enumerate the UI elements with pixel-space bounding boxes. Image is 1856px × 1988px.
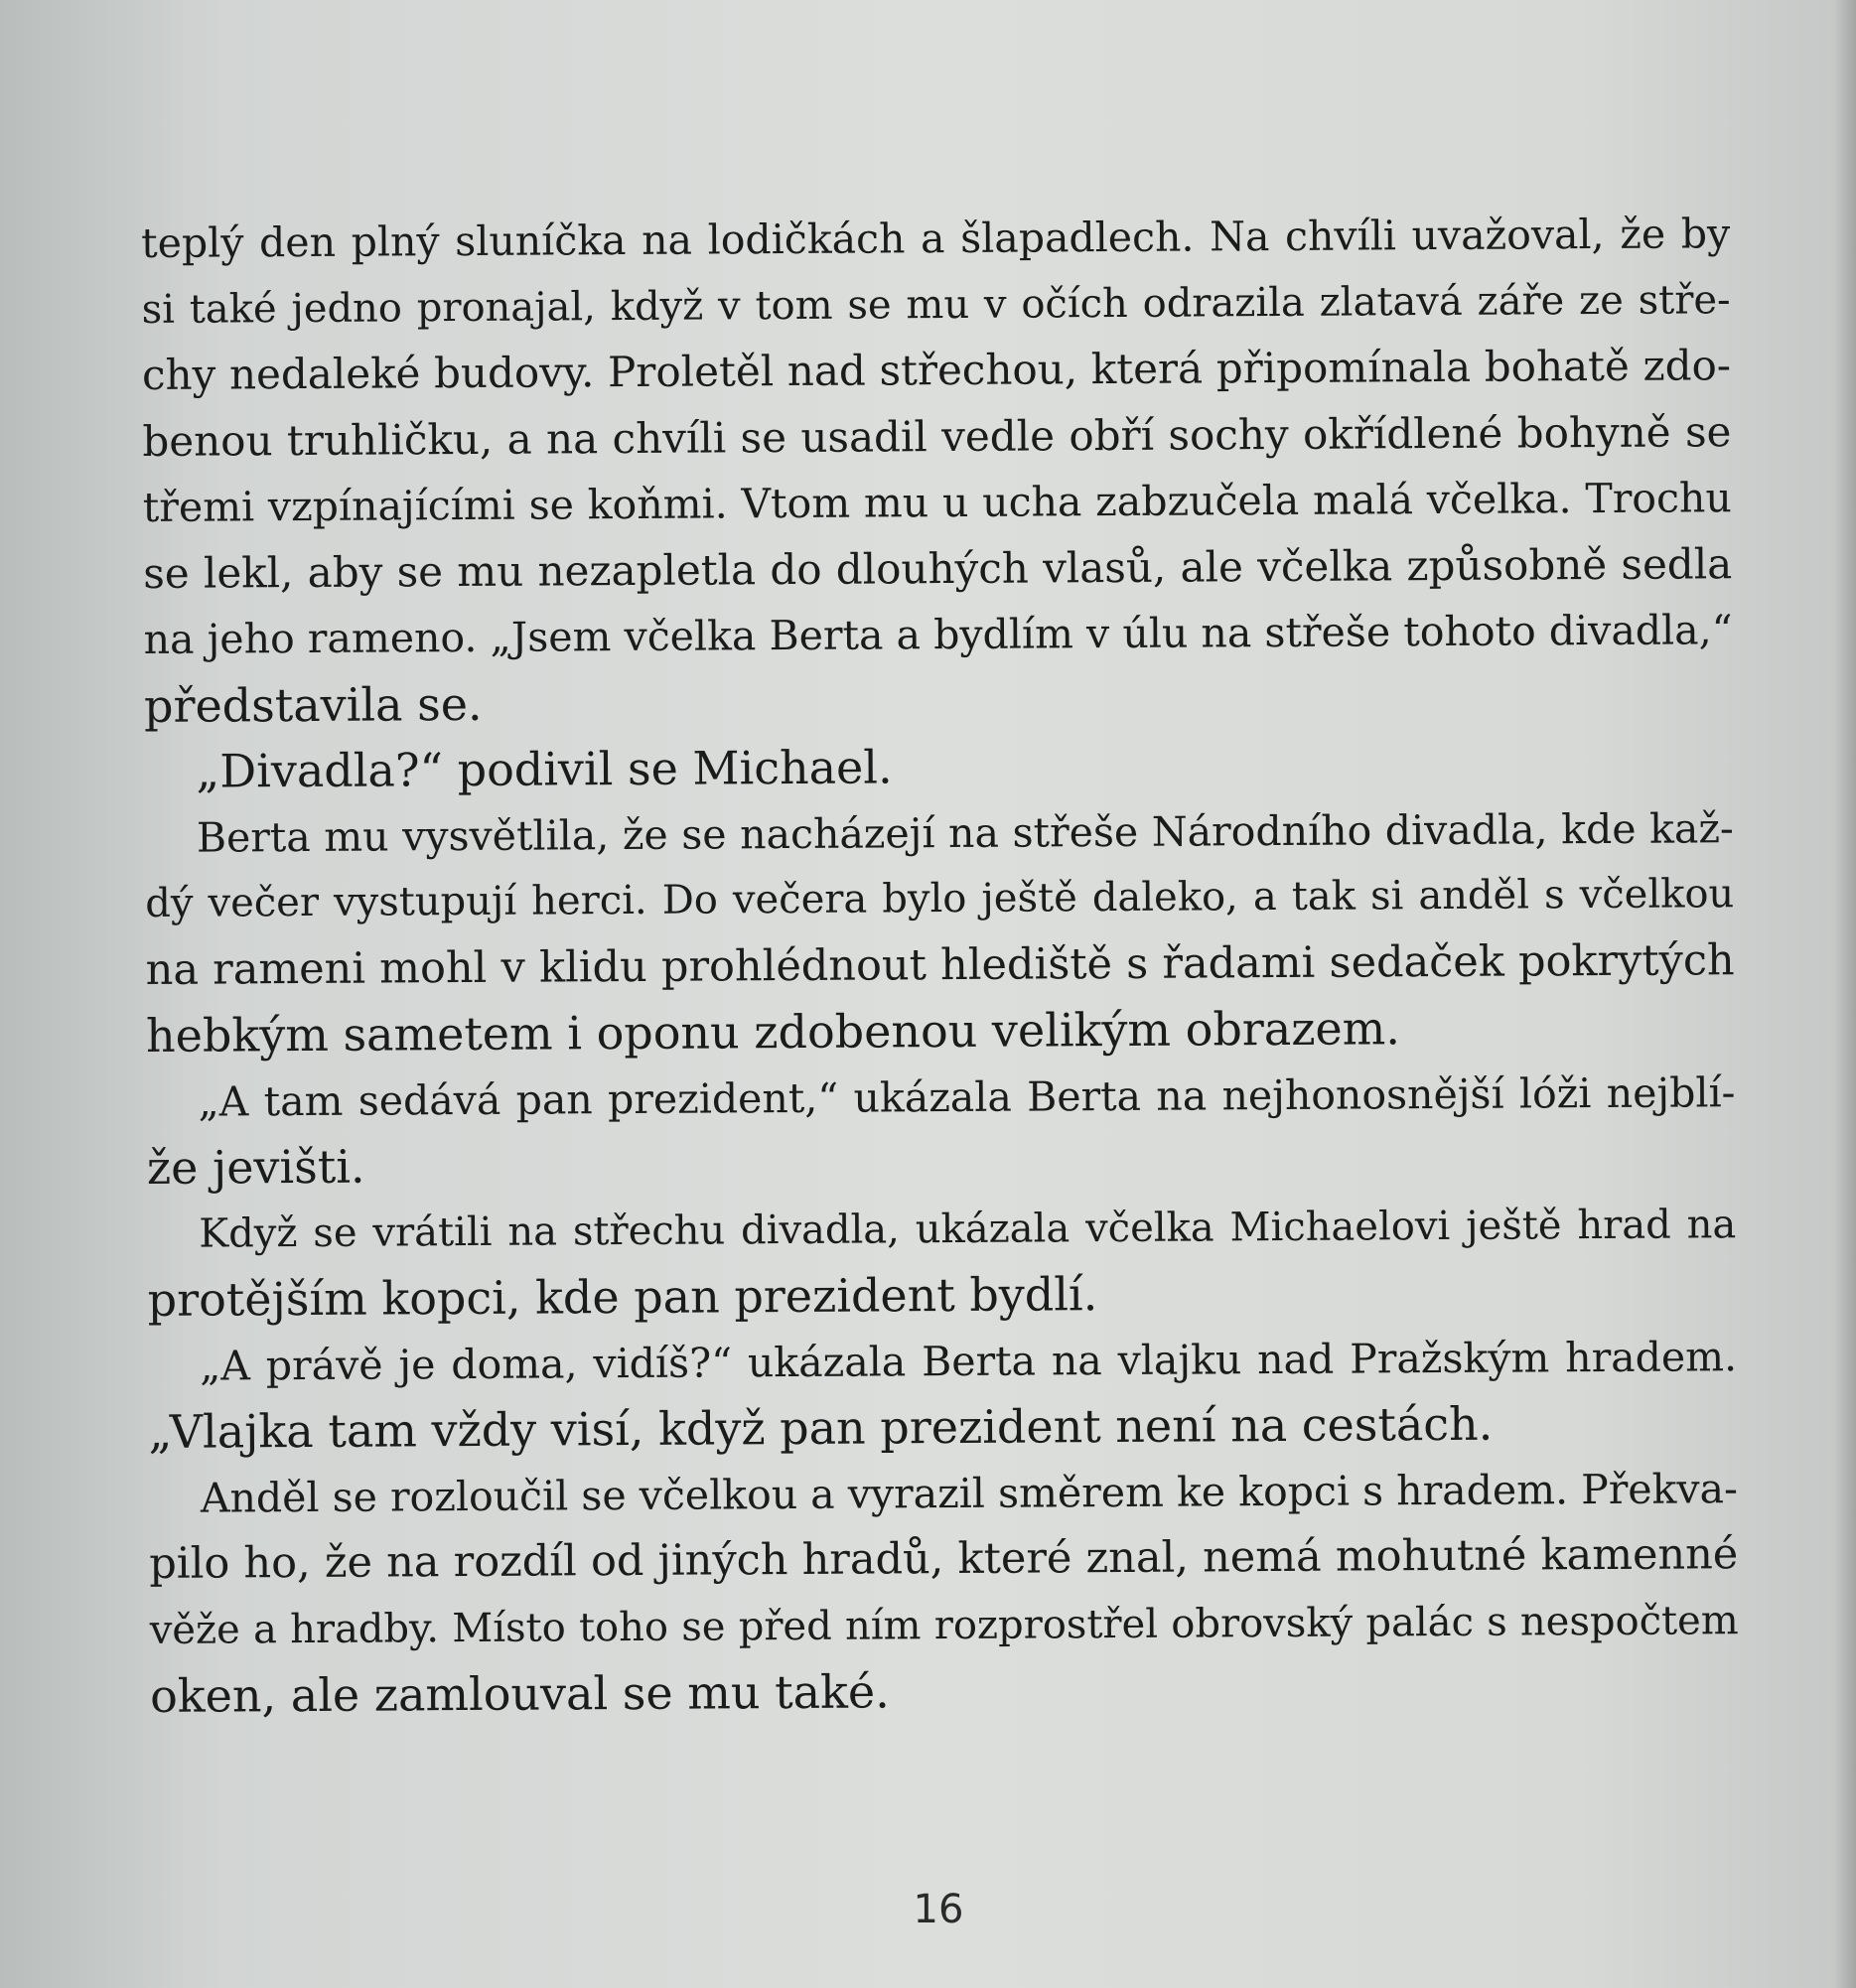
text-line: Když se vrátili na střechu divadla, ukázala včelka Michaelovi ještě hrad na xyxy=(199,1201,1737,1257)
text-line: „Vlajka tam vždy visí, když pan prezident není na cestách. xyxy=(148,1396,1494,1459)
text-line: představila se. xyxy=(143,676,483,733)
page-edge-shadow xyxy=(1834,0,1856,1988)
text-line: se lekl, aby se mu nezapletla do dlouhých vlasů, ale včelka způsobně sedla xyxy=(143,538,1733,598)
text-line: „Divadla?“ podivil se Michael. xyxy=(196,740,893,798)
text-line: „A tam sedává pan prezident,“ ukázala Berta na nejhonosnější lóži nejblí- xyxy=(198,1067,1736,1126)
text-line: dý večer vystupují herci. Do večera bylo ještě daleko, a tak si anděl s včelkou xyxy=(145,871,1735,926)
text-line: pilo ho, že na rozdíl od jiných hradů, které znal, nemá mohutné kamenné xyxy=(149,1529,1739,1589)
text-line: benou truhličku, a na chvíli se usadil vedle obří sochy okřídlené bohyně se xyxy=(142,406,1732,466)
text-line: hebkým sametem i oponu zdobenou velikým obrazem. xyxy=(145,1001,1401,1063)
text-line: chy nedaleké budovy. Proletěl nad střechou, která připomínala bohatě zdo- xyxy=(141,341,1732,399)
text-line: Anděl se rozloučil se včelkou a vyrazil směrem ke kopci s hradem. Překva- xyxy=(200,1464,1739,1522)
text-line: na jeho rameno. „Jsem včelka Berta a bydlím v úlu na střeše tohoto divadla,“ xyxy=(143,606,1733,663)
text-line: oken, ale zamlouval se mu také. xyxy=(149,1664,890,1723)
text-line: Berta mu vysvětlila, že se nacházejí na střeše Národního divadla, kde kaž- xyxy=(196,803,1734,862)
text-line: teplý den plný sluníčka na lodičkách a šlapadlech. Na chvíli uvažoval, že by xyxy=(141,210,1731,267)
page-number: 16 xyxy=(913,1887,964,1932)
text-line: protějším kopci, kde pan prezident bydlí. xyxy=(147,1267,1098,1327)
text-line: že jevišti. xyxy=(146,1139,365,1195)
text-line: na rameni mohl v klidu prohlédnout hlediště s řadami sedaček pokrytých xyxy=(145,934,1735,995)
text-line: věže a hradby. Místo toho se před ním rozprostřel obrovský palác s nespočtem xyxy=(149,1597,1739,1653)
text-line: třemi vzpínajícími se koňmi. Vtom mu u ucha zabzučela malá včelka. Trochu xyxy=(142,474,1732,531)
text-line: „A právě je doma, vidíš?“ ukázala Berta na vlajku nad Pražským hradem. xyxy=(199,1332,1738,1390)
body-text xyxy=(141,201,1739,1729)
text-line: si také jedno pronajal, když v tom se mu v očích odrazila zlatavá záře ze stře- xyxy=(141,276,1731,333)
